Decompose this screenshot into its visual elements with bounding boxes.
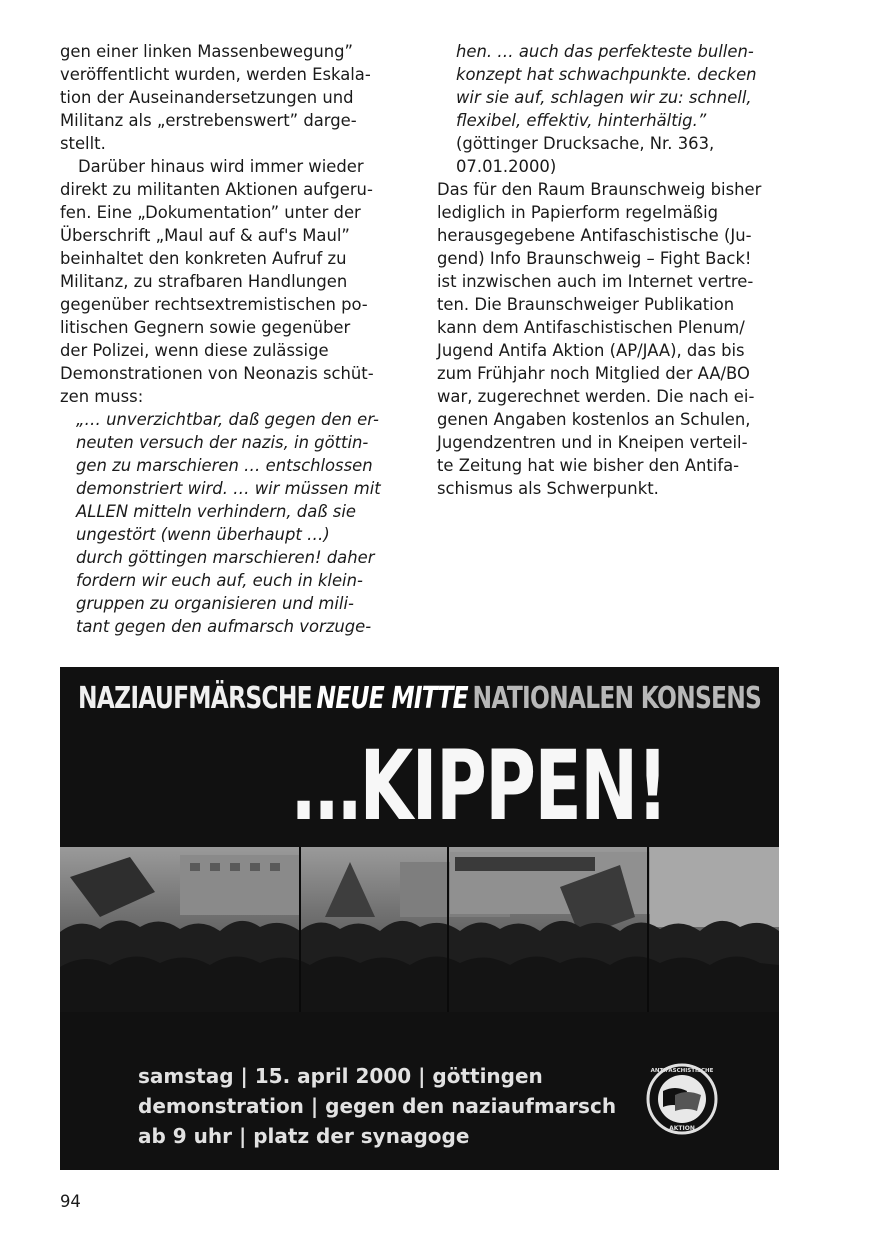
event-date-line: samstag | 15. april 2000 | göttingen (138, 1064, 543, 1088)
antifa-logo-icon (645, 1059, 719, 1149)
quote-line: ALLEN mitteln verhindern, daß sie (76, 502, 356, 521)
logo-text-bottom: AKTION (669, 1125, 695, 1132)
demonstration-poster (60, 667, 779, 1170)
text-line: kann dem Antifaschistischen Plenum/ (437, 318, 745, 337)
text-line: tion der Auseinandersetzungen und (60, 88, 354, 107)
headline-part-1: NAZIAUFMÄRSCHE (78, 681, 312, 716)
text-line: veröffentlicht wurden, werden Eskala- (60, 65, 371, 84)
text-line: stellt. (60, 134, 106, 153)
quote-line: ungestört (wenn überhaupt …) (76, 525, 330, 544)
text-line: beinhaltet den konkreten Aufruf zu (60, 249, 347, 268)
quote-line: wir sie auf, schlagen wir zu: schnell, (456, 88, 752, 107)
event-type-line: demonstration | gegen den naziaufmarsch (138, 1094, 617, 1118)
text-line: schismus als Schwerpunkt. (437, 479, 659, 498)
quote-line: gen zu marschieren … entschlossen (76, 456, 373, 475)
text-line: Militanz, zu strafbaren Handlungen (60, 272, 348, 291)
quote-line: durch göttingen marschieren! daher (76, 548, 375, 567)
text-line: lediglich in Papierform regelmäßig (437, 203, 719, 222)
logo-text-top: ANTIFASCHISTISCHE (650, 1068, 714, 1074)
quote-line: tant gegen den aufmarsch vorzuge- (76, 617, 372, 636)
text-line: war, zugerechnet werden. Die nach ei- (437, 387, 755, 406)
text-line: ist inzwischen auch im Internet vertre- (437, 272, 754, 291)
text-line: zum Frühjahr noch Mitglied der AA/BO (437, 364, 750, 383)
quote-line: konzept hat schwachpunkte. decken (456, 65, 757, 84)
poster-slogan: …KIPPEN! (292, 730, 667, 842)
left-column (60, 40, 405, 638)
quote-line: flexibel, effektiv, hinterhältig.” (456, 111, 707, 130)
poster-event-info (138, 1061, 616, 1151)
text-line: Demonstrationen von Neonazis schüt- (60, 364, 374, 383)
paragraph-continuation (60, 40, 405, 155)
text-line: gegenüber rechtsextremistischen po- (60, 295, 368, 314)
poster-headline (78, 681, 761, 716)
text-line: Überschrift „Maul auf & auf's Maul” (60, 226, 350, 245)
text-line: fen. Eine „Dokumentation” unter der (60, 203, 361, 222)
quote-line: gruppen zu organisieren und mili- (76, 594, 354, 613)
headline-part-2: NEUE MITTE (316, 681, 468, 716)
text-line: Militanz als „erstrebenswert” darge- (60, 111, 357, 130)
text-line: herausgegebene Antifaschistische (Ju- (437, 226, 752, 245)
text-line: gen einer linken Massenbewegung” (60, 42, 354, 61)
paragraph-militancy (60, 155, 405, 408)
quote-line: hen. … auch das perfekteste bullen- (456, 42, 754, 61)
text-line: litischen Gegnern sowie gegenüber (60, 318, 351, 337)
text-line: ten. Die Braunschweiger Publikation (437, 295, 735, 314)
event-time-line: ab 9 uhr | platz der synagoge (138, 1124, 470, 1148)
quote-line: fordern wir euch auf, euch in klein- (76, 571, 363, 590)
page-number: 94 (60, 1192, 81, 1211)
text-line: Darüber hinaus wird immer wieder (78, 157, 364, 176)
quote-source: (göttinger Drucksache, Nr. 363, (456, 134, 715, 153)
text-line: Jugend Antifa Aktion (AP/JAA), das bis (437, 341, 745, 360)
text-line: te Zeitung hat wie bisher den Antifa- (437, 456, 740, 475)
headline-part-3: NATIONALEN KONSENS (472, 681, 762, 716)
text-line: Jugendzentren und in Kneipen verteil- (437, 433, 748, 452)
crowd-photo-collage (60, 847, 779, 1012)
text-line: der Polizei, wenn diese zulässige (60, 341, 329, 360)
text-line: direkt zu militanten Aktionen aufgeru- (60, 180, 373, 199)
quote-line: neuten versuch der nazis, in göttin- (76, 433, 369, 452)
quote-source: 07.01.2000) (456, 157, 557, 176)
block-quote-continuation (437, 40, 782, 178)
quote-line: demonstriert wird. … wir müssen mit (76, 479, 381, 498)
text-line: Das für den Raum Braunschweig bisher (437, 180, 762, 199)
text-line: gend) Info Braunschweig – Fight Back! (437, 249, 752, 268)
block-quote (60, 408, 405, 638)
text-line: genen Angaben kostenlos an Schulen, (437, 410, 751, 429)
quote-line: „… unverzichtbar, daß gegen den er- (76, 410, 379, 429)
paragraph-braunschweig (437, 178, 782, 500)
right-column (437, 40, 782, 500)
text-line: zen muss: (60, 387, 144, 406)
